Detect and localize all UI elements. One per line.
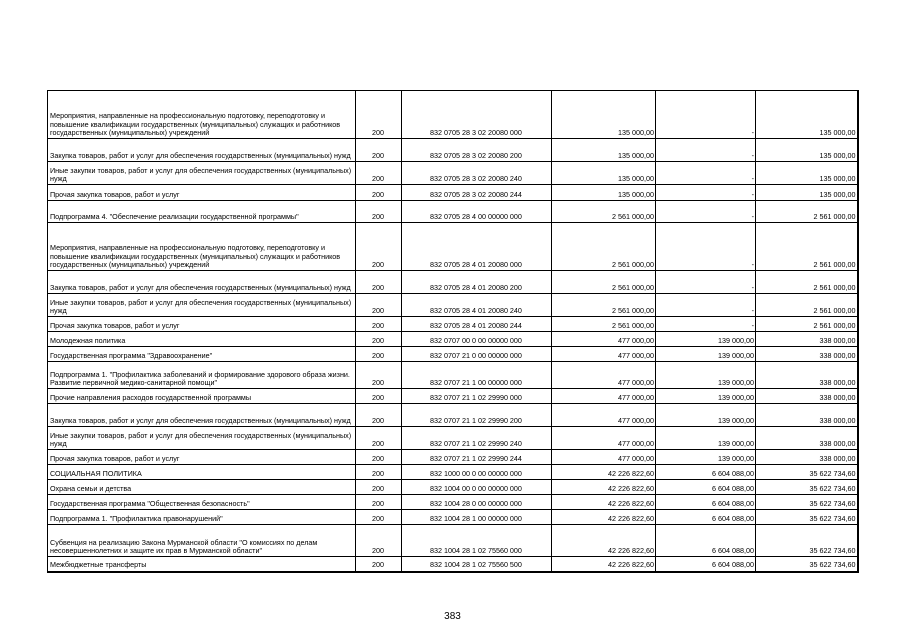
row-code-cell: 200 bbox=[356, 201, 402, 223]
table-row bbox=[48, 91, 858, 139]
row-name-cell: Охрана семьи и детства bbox=[48, 480, 356, 495]
table-row bbox=[48, 495, 858, 510]
row-unexecuted-cell: 135 000,00 bbox=[756, 162, 858, 185]
row-kbk-cell: 832 0705 28 4 01 20080 240 bbox=[402, 294, 552, 317]
row-assigned-cell: 135 000,00 bbox=[552, 162, 656, 185]
row-executed-cell: - bbox=[656, 271, 756, 294]
row-name-cell: Государственная программа "Общественная безопасность" bbox=[48, 495, 356, 510]
row-assigned-cell: 2 561 000,00 bbox=[552, 201, 656, 223]
table-row bbox=[48, 223, 858, 271]
row-name-cell: Молодежная политика bbox=[48, 332, 356, 347]
table-row bbox=[48, 557, 858, 572]
table-row bbox=[48, 480, 858, 495]
row-kbk-cell: 832 0707 21 1 02 29990 200 bbox=[402, 404, 552, 427]
row-assigned-cell: 2 561 000,00 bbox=[552, 223, 656, 271]
row-assigned-cell: 42 226 822,60 bbox=[552, 557, 656, 572]
row-kbk-cell: 832 0707 21 1 00 00000 000 bbox=[402, 362, 552, 389]
row-executed-cell: 139 000,00 bbox=[656, 427, 756, 450]
row-unexecuted-cell: 135 000,00 bbox=[756, 139, 858, 162]
row-assigned-cell: 42 226 822,60 bbox=[552, 525, 656, 557]
row-kbk-cell: 832 0705 28 4 00 00000 000 bbox=[402, 201, 552, 223]
row-code-cell: 200 bbox=[356, 317, 402, 332]
row-unexecuted-cell: 35 622 734,60 bbox=[756, 465, 858, 480]
row-assigned-cell: 2 561 000,00 bbox=[552, 271, 656, 294]
row-kbk-cell: 832 1004 28 1 02 75560 000 bbox=[402, 525, 552, 557]
row-kbk-cell: 832 0705 28 3 02 20080 244 bbox=[402, 185, 552, 201]
row-code-cell: 200 bbox=[356, 139, 402, 162]
row-executed-cell: 6 604 088,00 bbox=[656, 495, 756, 510]
row-kbk-cell: 832 1000 00 0 00 00000 000 bbox=[402, 465, 552, 480]
row-executed-cell: - bbox=[656, 294, 756, 317]
row-executed-cell: - bbox=[656, 139, 756, 162]
row-assigned-cell: 477 000,00 bbox=[552, 450, 656, 465]
table-row bbox=[48, 271, 858, 294]
table-row bbox=[48, 201, 858, 223]
budget-execution-table bbox=[47, 90, 859, 573]
row-code-cell: 200 bbox=[356, 389, 402, 404]
row-kbk-cell: 832 0707 21 1 02 29990 244 bbox=[402, 450, 552, 465]
row-unexecuted-cell: 35 622 734,60 bbox=[756, 557, 858, 572]
row-name-cell: Прочая закупка товаров, работ и услуг bbox=[48, 317, 356, 332]
row-unexecuted-cell: 135 000,00 bbox=[756, 185, 858, 201]
row-executed-cell: - bbox=[656, 223, 756, 271]
row-kbk-cell: 832 1004 28 0 00 00000 000 bbox=[402, 495, 552, 510]
row-unexecuted-cell: 35 622 734,60 bbox=[756, 510, 858, 525]
row-executed-cell: 139 000,00 bbox=[656, 450, 756, 465]
row-executed-cell: 139 000,00 bbox=[656, 347, 756, 362]
row-unexecuted-cell: 35 622 734,60 bbox=[756, 495, 858, 510]
row-assigned-cell: 477 000,00 bbox=[552, 332, 656, 347]
row-unexecuted-cell: 338 000,00 bbox=[756, 427, 858, 450]
table-row bbox=[48, 450, 858, 465]
row-unexecuted-cell: 135 000,00 bbox=[756, 91, 858, 139]
row-executed-cell: - bbox=[656, 317, 756, 332]
row-unexecuted-cell: 2 561 000,00 bbox=[756, 294, 858, 317]
row-name-cell: Государственная программа "Здравоохранение" bbox=[48, 347, 356, 362]
row-executed-cell: - bbox=[656, 185, 756, 201]
row-unexecuted-cell: 35 622 734,60 bbox=[756, 525, 858, 557]
row-code-cell: 200 bbox=[356, 362, 402, 389]
row-executed-cell: 139 000,00 bbox=[656, 389, 756, 404]
row-kbk-cell: 832 1004 28 1 02 75560 500 bbox=[402, 557, 552, 572]
row-code-cell: 200 bbox=[356, 510, 402, 525]
row-code-cell: 200 bbox=[356, 294, 402, 317]
row-unexecuted-cell: 338 000,00 bbox=[756, 347, 858, 362]
row-name-cell: СОЦИАЛЬНАЯ ПОЛИТИКА bbox=[48, 465, 356, 480]
row-kbk-cell: 832 0705 28 4 01 20080 244 bbox=[402, 317, 552, 332]
row-unexecuted-cell: 2 561 000,00 bbox=[756, 271, 858, 294]
row-kbk-cell: 832 0707 21 1 02 29990 000 bbox=[402, 389, 552, 404]
table-row bbox=[48, 362, 858, 389]
table-row bbox=[48, 185, 858, 201]
row-name-cell: Закупка товаров, работ и услуг для обеспечения государственных (муниципальных) нужд bbox=[48, 139, 356, 162]
row-executed-cell: 6 604 088,00 bbox=[656, 525, 756, 557]
row-assigned-cell: 477 000,00 bbox=[552, 404, 656, 427]
row-unexecuted-cell: 2 561 000,00 bbox=[756, 223, 858, 271]
row-unexecuted-cell: 2 561 000,00 bbox=[756, 201, 858, 223]
row-code-cell: 200 bbox=[356, 162, 402, 185]
row-kbk-cell: 832 0705 28 3 02 20080 000 bbox=[402, 91, 552, 139]
row-kbk-cell: 832 0707 21 0 00 00000 000 bbox=[402, 347, 552, 362]
row-assigned-cell: 477 000,00 bbox=[552, 362, 656, 389]
table-row bbox=[48, 510, 858, 525]
row-executed-cell: 6 604 088,00 bbox=[656, 510, 756, 525]
row-assigned-cell: 477 000,00 bbox=[552, 347, 656, 362]
row-unexecuted-cell: 35 622 734,60 bbox=[756, 480, 858, 495]
row-kbk-cell: 832 0707 21 1 02 29990 240 bbox=[402, 427, 552, 450]
row-code-cell: 200 bbox=[356, 480, 402, 495]
table-row bbox=[48, 404, 858, 427]
row-executed-cell: 139 000,00 bbox=[656, 362, 756, 389]
row-assigned-cell: 477 000,00 bbox=[552, 389, 656, 404]
row-executed-cell: 139 000,00 bbox=[656, 404, 756, 427]
row-kbk-cell: 832 0705 28 4 01 20080 200 bbox=[402, 271, 552, 294]
row-executed-cell: 139 000,00 bbox=[656, 332, 756, 347]
row-name-cell: Мероприятия, направленные на профессиональную подготовку, переподготовку и повышение квалификации государственных (муниципальных) служащих и работников государственных (муниципальных) учреждений bbox=[48, 91, 356, 139]
row-assigned-cell: 42 226 822,60 bbox=[552, 465, 656, 480]
row-code-cell: 200 bbox=[356, 91, 402, 139]
row-executed-cell: - bbox=[656, 91, 756, 139]
row-code-cell: 200 bbox=[356, 223, 402, 271]
row-assigned-cell: 135 000,00 bbox=[552, 139, 656, 162]
row-kbk-cell: 832 0705 28 4 01 20080 000 bbox=[402, 223, 552, 271]
row-assigned-cell: 42 226 822,60 bbox=[552, 495, 656, 510]
row-code-cell: 200 bbox=[356, 185, 402, 201]
row-code-cell: 200 bbox=[356, 404, 402, 427]
row-code-cell: 200 bbox=[356, 465, 402, 480]
row-unexecuted-cell: 338 000,00 bbox=[756, 389, 858, 404]
row-code-cell: 200 bbox=[356, 557, 402, 572]
row-name-cell: Иные закупки товаров, работ и услуг для обеспечения государственных (муниципальных) нужд bbox=[48, 294, 356, 317]
row-code-cell: 200 bbox=[356, 427, 402, 450]
row-kbk-cell: 832 1004 00 0 00 00000 000 bbox=[402, 480, 552, 495]
row-name-cell: Иные закупки товаров, работ и услуг для обеспечения государственных (муниципальных) нужд bbox=[48, 427, 356, 450]
row-unexecuted-cell: 338 000,00 bbox=[756, 332, 858, 347]
row-name-cell: Прочая закупка товаров, работ и услуг bbox=[48, 450, 356, 465]
table-row bbox=[48, 389, 858, 404]
row-executed-cell: 6 604 088,00 bbox=[656, 480, 756, 495]
row-kbk-cell: 832 0707 00 0 00 00000 000 bbox=[402, 332, 552, 347]
row-assigned-cell: 2 561 000,00 bbox=[552, 294, 656, 317]
row-executed-cell: - bbox=[656, 201, 756, 223]
row-code-cell: 200 bbox=[356, 271, 402, 294]
row-name-cell: Закупка товаров, работ и услуг для обеспечения государственных (муниципальных) нужд bbox=[48, 271, 356, 294]
row-executed-cell: - bbox=[656, 162, 756, 185]
row-code-cell: 200 bbox=[356, 450, 402, 465]
row-executed-cell: 6 604 088,00 bbox=[656, 557, 756, 572]
row-assigned-cell: 42 226 822,60 bbox=[552, 510, 656, 525]
row-code-cell: 200 bbox=[356, 347, 402, 362]
table-row bbox=[48, 332, 858, 347]
row-executed-cell: 6 604 088,00 bbox=[656, 465, 756, 480]
row-name-cell: Подпрограмма 4. "Обеспечение реализации государственной программы" bbox=[48, 201, 356, 223]
row-unexecuted-cell: 338 000,00 bbox=[756, 450, 858, 465]
row-unexecuted-cell: 338 000,00 bbox=[756, 404, 858, 427]
table-row bbox=[48, 162, 858, 185]
page-number: 383 bbox=[444, 611, 461, 622]
row-assigned-cell: 477 000,00 bbox=[552, 427, 656, 450]
row-kbk-cell: 832 0705 28 3 02 20080 200 bbox=[402, 139, 552, 162]
table-row bbox=[48, 465, 858, 480]
row-assigned-cell: 135 000,00 bbox=[552, 91, 656, 139]
table-row bbox=[48, 525, 858, 557]
row-name-cell: Подпрограмма 1. "Профилактика правонарушений" bbox=[48, 510, 356, 525]
row-name-cell: Подпрограмма 1. "Профилактика заболеваний и формирование здорового образа жизни. Развитие первичной медико-санитарной помощи" bbox=[48, 362, 356, 389]
table-body bbox=[48, 91, 858, 572]
row-name-cell: Межбюджетные трансферты bbox=[48, 557, 356, 572]
row-assigned-cell: 2 561 000,00 bbox=[552, 317, 656, 332]
row-name-cell: Прочие направления расходов государственной программы bbox=[48, 389, 356, 404]
row-assigned-cell: 42 226 822,60 bbox=[552, 480, 656, 495]
row-unexecuted-cell: 2 561 000,00 bbox=[756, 317, 858, 332]
row-kbk-cell: 832 1004 28 1 00 00000 000 bbox=[402, 510, 552, 525]
table-row bbox=[48, 317, 858, 332]
table-row bbox=[48, 139, 858, 162]
row-code-cell: 200 bbox=[356, 332, 402, 347]
row-name-cell: Закупка товаров, работ и услуг для обеспечения государственных (муниципальных) нужд bbox=[48, 404, 356, 427]
table-row bbox=[48, 347, 858, 362]
row-kbk-cell: 832 0705 28 3 02 20080 240 bbox=[402, 162, 552, 185]
row-assigned-cell: 135 000,00 bbox=[552, 185, 656, 201]
row-name-cell: Иные закупки товаров, работ и услуг для обеспечения государственных (муниципальных) нужд bbox=[48, 162, 356, 185]
row-code-cell: 200 bbox=[356, 495, 402, 510]
row-code-cell: 200 bbox=[356, 525, 402, 557]
row-name-cell: Прочая закупка товаров, работ и услуг bbox=[48, 185, 356, 201]
row-name-cell: Мероприятия, направленные на профессиональную подготовку, переподготовку и повышение квалификации государственных (муниципальных) служащих и работников государственных (муниципальных) учреждений bbox=[48, 223, 356, 271]
table-row bbox=[48, 294, 858, 317]
row-name-cell: Субвенция на реализацию Закона Мурманской области "О комиссиях по делам несовершеннолетних и защите их прав в Мурманской области" bbox=[48, 525, 356, 557]
row-unexecuted-cell: 338 000,00 bbox=[756, 362, 858, 389]
table-row bbox=[48, 427, 858, 450]
